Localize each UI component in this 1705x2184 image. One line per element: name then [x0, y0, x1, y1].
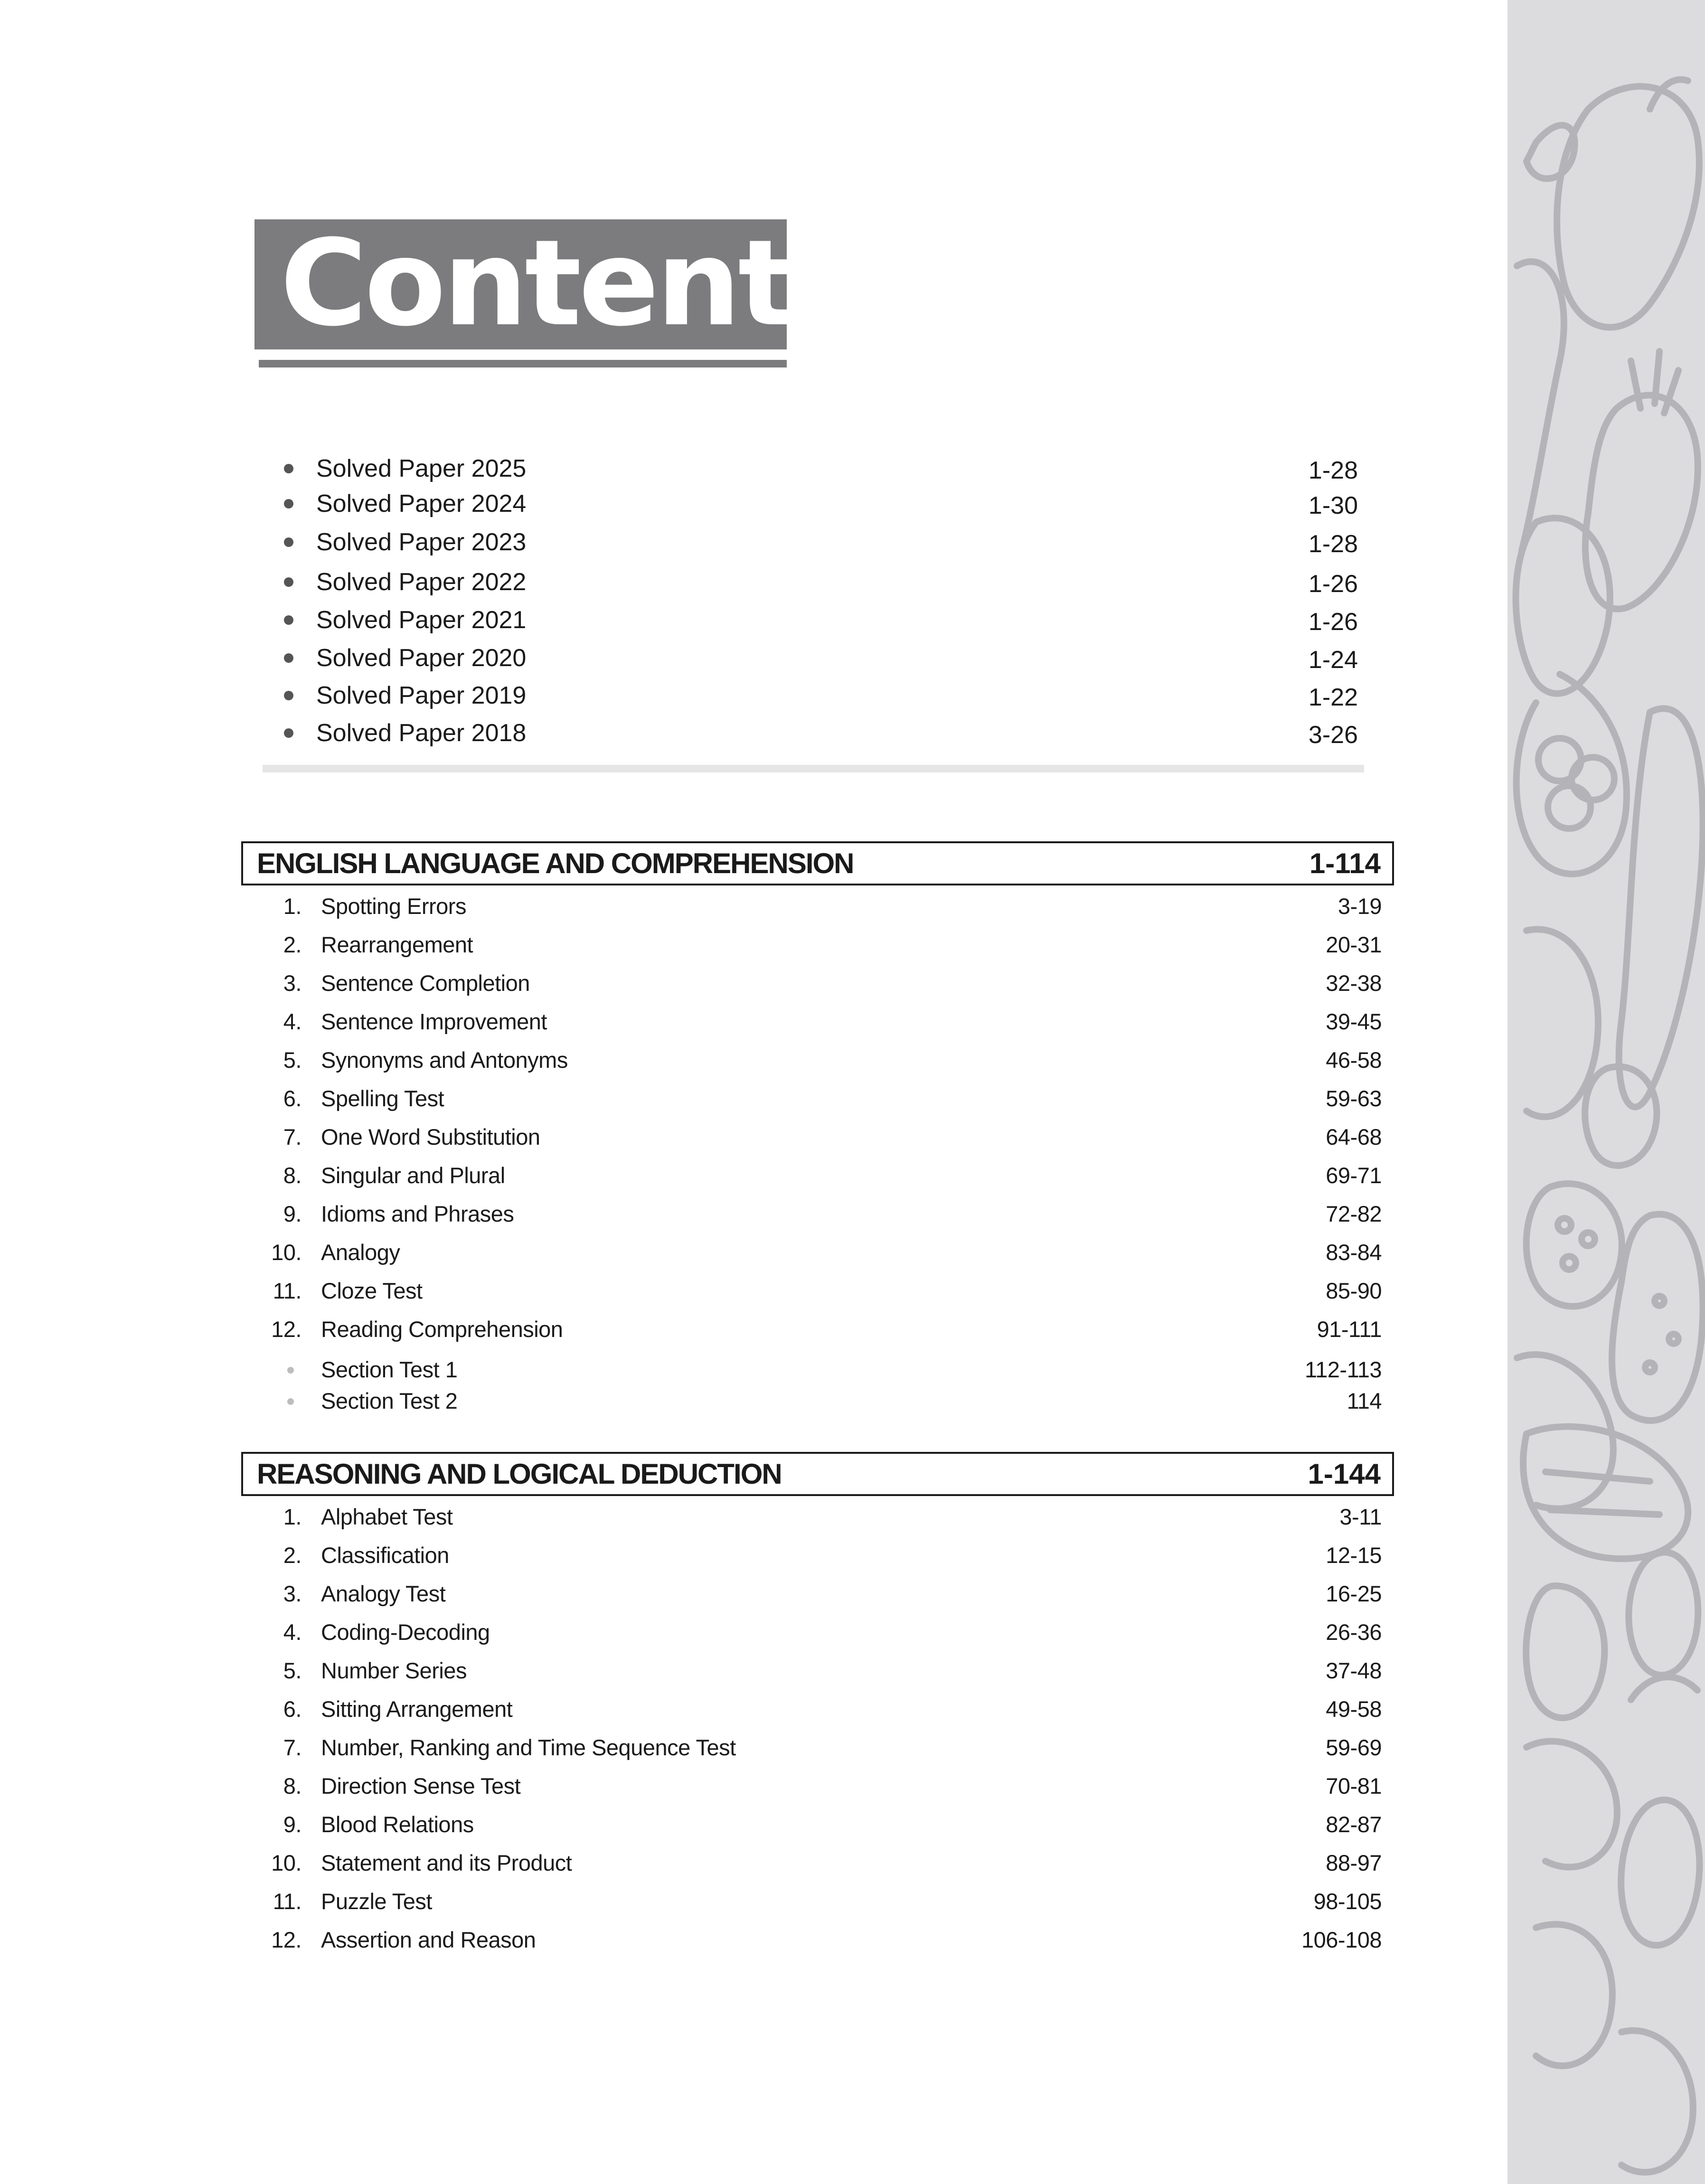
bullet-icon [287, 1367, 294, 1374]
table-row[interactable] [266, 1808, 1382, 1841]
solved-paper-pages: 1-28 [1308, 530, 1358, 558]
list-item[interactable] [266, 563, 1358, 601]
chapter-pages: 39-45 [1326, 1009, 1382, 1034]
chapter-pages: 26-36 [1326, 1619, 1382, 1645]
divider [263, 765, 1364, 772]
chapter-title: Cloze Test [321, 1278, 423, 1303]
list-item[interactable] [266, 677, 1358, 715]
chapter-pages: 83-84 [1326, 1240, 1382, 1265]
chapter-pages: 3-11 [1339, 1504, 1382, 1529]
chapter-pages: 20-31 [1326, 932, 1382, 957]
chapter-number: 2. [283, 1543, 301, 1568]
chapter-number: 10. [271, 1850, 301, 1875]
chapter-pages: 59-63 [1326, 1086, 1382, 1111]
section-pages: 1-144 [1308, 1458, 1381, 1490]
solved-paper-label: Solved Paper 2023 [316, 528, 527, 556]
chapter-title: Assertion and Reason [321, 1927, 536, 1952]
chapter-number: 11. [273, 1278, 301, 1303]
chapter-title: Rearrangement [321, 932, 473, 957]
chapter-title: Blood Relations [321, 1812, 474, 1837]
table-row[interactable] [266, 1274, 1382, 1308]
list-item[interactable] [266, 601, 1358, 639]
chapter-title: Puzzle Test [321, 1889, 432, 1914]
chapter-title: Sentence Completion [321, 970, 530, 996]
chapter-title: Statement and its Product [321, 1850, 572, 1875]
list-item[interactable] [266, 1384, 1382, 1418]
chapter-number: 4. [283, 1009, 301, 1034]
chapter-title: Analogy [321, 1240, 400, 1265]
table-row[interactable] [266, 1770, 1382, 1803]
section-header-english[interactable] [241, 841, 1394, 885]
list-item[interactable] [266, 450, 1358, 488]
section-pages: 1-114 [1309, 847, 1381, 879]
section-test-pages: 112-113 [1304, 1357, 1382, 1382]
solved-paper-pages: 1-28 [1308, 457, 1358, 484]
table-row[interactable] [266, 1159, 1382, 1192]
list-item[interactable] [266, 523, 1358, 561]
chapter-title: Sentence Improvement [321, 1009, 547, 1034]
table-row[interactable] [266, 1005, 1382, 1038]
section-test-title: Section Test 2 [321, 1388, 458, 1413]
solved-paper-label: Solved Paper 2020 [316, 644, 527, 672]
table-row[interactable] [266, 1616, 1382, 1649]
chapter-title: Synonyms and Antonyms [321, 1047, 568, 1073]
table-row[interactable] [266, 1923, 1382, 1957]
chapter-pages: 49-58 [1326, 1696, 1382, 1722]
chapter-number: 7. [283, 1735, 301, 1760]
table-row[interactable] [266, 1082, 1382, 1115]
solved-paper-label: Solved Paper 2024 [316, 490, 527, 518]
table-row[interactable] [266, 1236, 1382, 1269]
solved-paper-pages: 1-22 [1308, 684, 1358, 711]
chapter-pages: 106-108 [1301, 1927, 1382, 1952]
chapter-pages: 72-82 [1326, 1201, 1382, 1226]
table-row[interactable] [266, 1539, 1382, 1572]
chapter-number: 3. [283, 1581, 301, 1606]
chapter-pages: 91-111 [1317, 1317, 1382, 1342]
table-row[interactable] [266, 1885, 1382, 1918]
chapter-number: 11. [273, 1889, 301, 1914]
chapter-title: Analogy Test [321, 1581, 446, 1606]
chapter-title: Singular and Plural [321, 1163, 505, 1188]
bullet-icon [284, 464, 293, 473]
chapter-number: 9. [283, 1812, 301, 1837]
bullet-icon [284, 615, 293, 625]
chapter-number: 5. [283, 1658, 301, 1683]
table-row[interactable] [266, 1044, 1382, 1077]
bullet-icon [284, 728, 293, 738]
chapter-pages: 3-19 [1338, 894, 1382, 919]
solved-paper-pages: 3-26 [1308, 721, 1358, 749]
table-row[interactable] [266, 1197, 1382, 1231]
chapter-pages: 85-90 [1326, 1278, 1382, 1303]
chapter-title: Idioms and Phrases [321, 1201, 514, 1226]
chapter-pages: 82-87 [1326, 1812, 1382, 1837]
chapter-pages: 37-48 [1326, 1658, 1382, 1683]
title-underline [259, 360, 787, 367]
chapter-pages: 70-81 [1326, 1773, 1382, 1798]
bullet-icon [284, 537, 293, 547]
table-row[interactable] [266, 928, 1382, 961]
table-row[interactable] [266, 1500, 1382, 1534]
table-row[interactable] [266, 1731, 1382, 1764]
list-item[interactable] [266, 714, 1358, 752]
solved-paper-label: Solved Paper 2021 [316, 606, 527, 634]
list-item[interactable] [266, 1353, 1382, 1386]
chapter-title: Alphabet Test [321, 1504, 453, 1529]
section-title: ENGLISH LANGUAGE AND COMPREHENSION [257, 847, 854, 879]
chapter-number: 12. [271, 1927, 301, 1952]
table-row[interactable] [266, 1313, 1382, 1346]
section-test-pages: 114 [1347, 1388, 1382, 1413]
chapter-number: 3. [283, 970, 301, 996]
chapter-pages: 98-105 [1313, 1889, 1382, 1914]
solved-paper-label: Solved Paper 2025 [316, 455, 527, 482]
chapter-number: 2. [283, 932, 301, 957]
section-header-reasoning[interactable] [241, 1452, 1394, 1496]
section-test-title: Section Test 1 [321, 1357, 458, 1382]
table-row[interactable] [266, 1693, 1382, 1726]
chapter-title: One Word Substitution [321, 1124, 540, 1149]
chapter-title: Direction Sense Test [321, 1773, 521, 1798]
chapter-title: Reading Comprehension [321, 1317, 563, 1342]
table-row[interactable] [266, 967, 1382, 1000]
bullet-icon [284, 653, 293, 663]
solved-paper-label: Solved Paper 2018 [316, 719, 527, 747]
chapter-number: 9. [283, 1201, 301, 1226]
vegetable-pattern-icon [1507, 0, 1705, 2184]
solved-paper-label: Solved Paper 2022 [316, 568, 527, 596]
chapter-pages: 46-58 [1326, 1047, 1382, 1073]
solved-paper-pages: 1-30 [1308, 492, 1358, 519]
chapter-number: 6. [283, 1696, 301, 1722]
chapter-number: 12. [271, 1317, 301, 1342]
solved-paper-pages: 1-26 [1308, 608, 1358, 636]
decorative-side-panel [1507, 0, 1705, 2184]
chapter-number: 7. [283, 1124, 301, 1149]
chapter-pages: 59-69 [1326, 1735, 1382, 1760]
chapter-pages: 64-68 [1326, 1124, 1382, 1149]
chapter-title: Classification [321, 1543, 449, 1568]
chapter-pages: 12-15 [1326, 1543, 1382, 1568]
chapter-title: Coding-Decoding [321, 1619, 490, 1645]
list-item[interactable] [266, 639, 1358, 677]
chapter-pages: 32-38 [1326, 970, 1382, 996]
chapter-title: Number, Ranking and Time Sequence Test [321, 1735, 736, 1760]
chapter-number: 10. [271, 1240, 301, 1265]
solved-paper-pages: 1-26 [1308, 570, 1358, 598]
table-row[interactable] [266, 1654, 1382, 1687]
solved-paper-pages: 1-24 [1308, 646, 1358, 674]
table-row[interactable] [266, 1120, 1382, 1154]
chapter-number: 8. [283, 1163, 301, 1188]
chapter-number: 6. [283, 1086, 301, 1111]
chapter-pages: 69-71 [1326, 1163, 1382, 1188]
table-row[interactable] [266, 1846, 1382, 1880]
chapter-number: 1. [283, 1504, 301, 1529]
chapter-pages: 88-97 [1326, 1850, 1382, 1875]
bullet-icon [287, 1398, 294, 1405]
chapter-pages: 16-25 [1326, 1581, 1382, 1606]
table-row[interactable] [266, 890, 1382, 923]
bullet-icon [284, 691, 293, 700]
chapter-number: 8. [283, 1773, 301, 1798]
bullet-icon [284, 499, 293, 508]
chapter-number: 5. [283, 1047, 301, 1073]
chapter-title: Spelling Test [321, 1086, 444, 1111]
page-title: Contents [280, 214, 860, 352]
table-row[interactable] [266, 1577, 1382, 1610]
solved-paper-label: Solved Paper 2019 [316, 682, 527, 709]
section-title: REASONING AND LOGICAL DEDUCTION [257, 1458, 782, 1490]
chapter-number: 1. [283, 894, 301, 919]
chapter-number: 4. [283, 1619, 301, 1645]
list-item[interactable] [266, 485, 1358, 523]
chapter-title: Spotting Errors [321, 894, 466, 919]
chapter-title: Sitting Arrangement [321, 1696, 513, 1722]
bullet-icon [284, 577, 293, 587]
chapter-title: Number Series [321, 1658, 467, 1683]
